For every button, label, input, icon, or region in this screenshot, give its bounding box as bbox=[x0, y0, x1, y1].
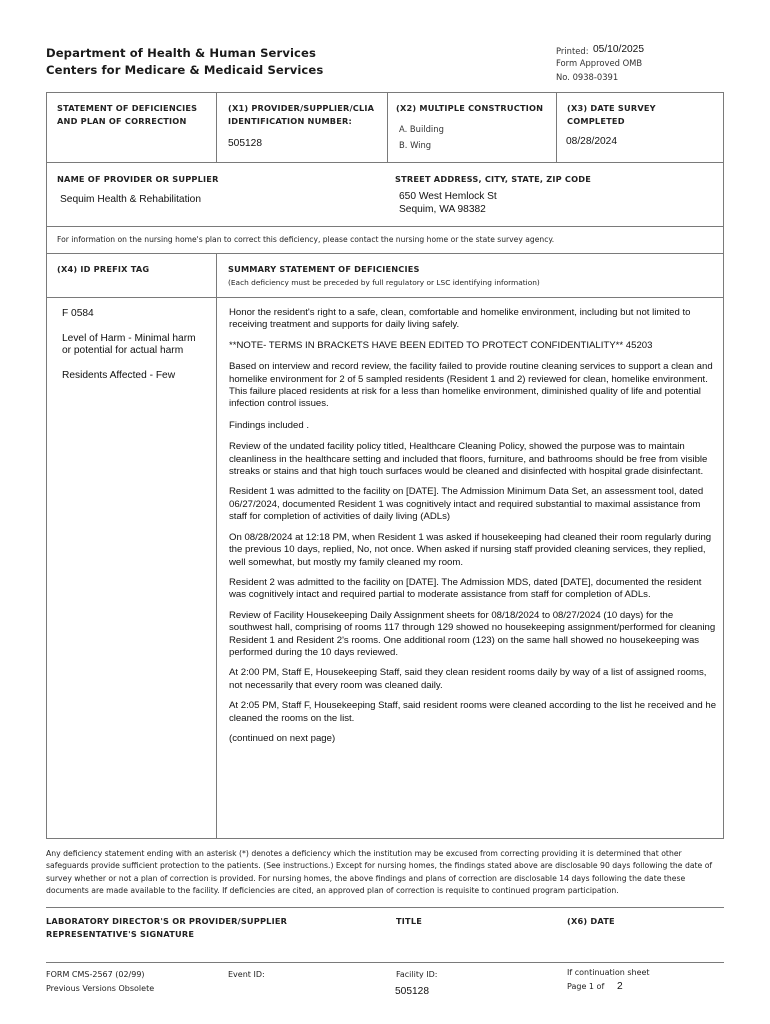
deficiency-tag: F 0584 bbox=[62, 308, 94, 319]
summary-label: SUMMARY STATEMENT OF DEFICIENCIES bbox=[228, 264, 420, 274]
title-label: TITLE bbox=[396, 916, 423, 926]
omb-number: No. 0938-0391 bbox=[556, 72, 619, 82]
page-label: Page 1 of bbox=[567, 982, 605, 991]
statement-label: STATEMENT OF DEFICIENCIES AND PLAN OF CORRECTION bbox=[57, 103, 198, 126]
form-number: FORM CMS-2567 (02/99) bbox=[46, 970, 145, 979]
wing-label: B. Wing bbox=[399, 140, 432, 150]
summary-paragraph: Resident 2 was admitted to the facility on [DATE]. The Admission MDS, dated [DATE], documented the resident was cognitively intact and required partial to moderate assistance from staff for completion of ADLs. bbox=[229, 576, 702, 601]
provider-id-number: 505128 bbox=[228, 138, 262, 149]
summary-paragraph: Review of Facility Housekeeping Daily Assignment sheets for 08/18/2024 to 08/27/2024 (10 days) for the southwest hall, comprising of rooms 117 through 129 showed no housekeeping assignment/performed for cleaning Resident 1 and Resident 2's rooms. One additional room (123) on the same hall showed no housekeeping was performed during the 10 days reviewed. bbox=[229, 609, 716, 658]
centers-title: Centers for Medicare & Medicaid Services bbox=[46, 63, 324, 77]
form-approved: Form Approved OMB bbox=[556, 58, 643, 68]
address-label: STREET ADDRESS, CITY, STATE, ZIP CODE bbox=[395, 174, 592, 184]
building-label: A. Building bbox=[399, 124, 444, 134]
deficiency-summary bbox=[229, 307, 717, 753]
table-divider bbox=[216, 253, 217, 838]
signature-label: LABORATORY DIRECTOR'S OR PROVIDER/SUPPLIER REPRESENTATIVE'S SIGNATURE bbox=[46, 916, 288, 939]
frame-top bbox=[46, 92, 724, 93]
provider-name: Sequim Health & Rehabilitation bbox=[60, 194, 202, 205]
summary-paragraph: Honor the resident's right to a safe, clean, comfortable and homelike environment, including but not limited to receiving treatment and supports for daily living safely. bbox=[229, 307, 691, 331]
frame-bottom bbox=[46, 838, 724, 839]
summary-paragraph: Findings included . bbox=[229, 419, 309, 431]
signature-date-label: (X6) DATE bbox=[567, 916, 615, 926]
frame-left bbox=[46, 92, 47, 838]
info-line: For information on the nursing home's plan to correct this deficiency, please contact the nursing home or the state survey agency. bbox=[57, 235, 555, 244]
summary-paragraph: **NOTE- TERMS IN BRACKETS HAVE BEEN EDITED TO PROTECT CONFIDENTIALITY** 45203 bbox=[229, 339, 653, 351]
department-title: Department of Health & Human Services bbox=[46, 46, 316, 60]
frame-right bbox=[723, 92, 724, 838]
survey-date-label: (X3) DATE SURVEY COMPLETED bbox=[567, 103, 656, 126]
facility-id-label: Facility ID: bbox=[396, 970, 438, 979]
summary-sublabel: (Each deficiency must be preceded by full regulatory or LSC identifying information) bbox=[228, 278, 540, 287]
summary-paragraph: Resident 1 was admitted to the facility on [DATE]. The Admission Minimum Data Set, an assessment tool, dated 06/27/2024, documented Resident 1 was cognitively intact and required substantial to maximal assistance from staff for completion of activities of daily living (ADLs) bbox=[229, 486, 704, 523]
facility-id-value: 505128 bbox=[395, 986, 429, 997]
disclaimer: Any deficiency statement ending with an asterisk (*) denotes a deficiency which the institution may be excused from correcting providing it is determined that other safeguards provide sufficient protection to the patients. (See instructions.) Except for nursing homes, the findings stated above are disclosable 90 days following the date of survey whether or not a plan of correction is provided. For nursing homes, the above findings and plans of correction are disclosable 14 days following the date these documents are made available to the facility. If deficiencies are cited, an approved plan of correction is requisite to continued program participation. bbox=[46, 849, 713, 895]
prefix-tag-label: (X4) ID PREFIX TAG bbox=[57, 264, 150, 274]
page-total: 2 bbox=[617, 981, 623, 992]
previous-versions: Previous Versions Obsolete bbox=[46, 984, 155, 993]
summary-paragraph: Based on interview and record review, the facility failed to provide routine cleaning services to support a clean and homelike environment for 2 of 5 sampled residents (Resident 1 and 2) reviewed for clean, homelike environment. This failure placed residents at risk for a less than homelike environment, diminished quality of life and potential infection control issues. bbox=[229, 361, 713, 410]
summary-paragraph: At 2:05 PM, Staff F, Housekeeping Staff, said resident rooms were cleaned according to the list he received and he cleaned the rooms on the list. bbox=[229, 700, 717, 724]
residents-affected: Residents Affected - Few bbox=[62, 370, 176, 381]
address-line1: 650 West Hemlock St bbox=[399, 191, 497, 202]
event-id-label: Event ID: bbox=[228, 970, 265, 979]
address-line2: Sequim, WA 98382 bbox=[399, 204, 486, 215]
construction-label: (X2) MULTIPLE CONSTRUCTION bbox=[396, 103, 544, 113]
continuation-label: If continuation sheet bbox=[567, 968, 650, 977]
printed-date: 05/10/2025 bbox=[593, 44, 644, 55]
continued-note: (continued on next page) bbox=[229, 732, 336, 744]
printed-label: Printed: bbox=[556, 46, 589, 56]
summary-paragraph: Review of the undated facility policy titled, Healthcare Cleaning Policy, showed the purpose was to maintain cleanliness in the healthcare setting and included that floors, furniture, and bathrooms should be free from visible streaks or stains and that high touch surfaces would be cleaned and disinfected with hospital grade disinfectant. bbox=[229, 441, 708, 478]
harm-level: Level of Harm - Minimal harm or potential for actual harm bbox=[62, 333, 196, 357]
summary-paragraph: On 08/28/2024 at 12:18 PM, when Resident 1 was asked if housekeeping had cleaned their room regularly during the previous 10 days, replied, No, not once. When asked if nursing staff provided cleaning services, they replied, well somewhat, but mostly my family cleaned my room. bbox=[229, 531, 712, 568]
survey-date-value: 08/28/2024 bbox=[566, 136, 617, 147]
provider-id-label: (X1) PROVIDER/SUPPLIER/CLIA IDENTIFICATION NUMBER: bbox=[228, 103, 375, 126]
summary-paragraph: At 2:00 PM, Staff E, Housekeeping Staff, said they clean resident rooms daily by way of a list of assigned rooms, not necessarily that every room was cleaned daily. bbox=[229, 667, 707, 691]
provider-name-label: NAME OF PROVIDER OR SUPPLIER bbox=[57, 174, 219, 184]
